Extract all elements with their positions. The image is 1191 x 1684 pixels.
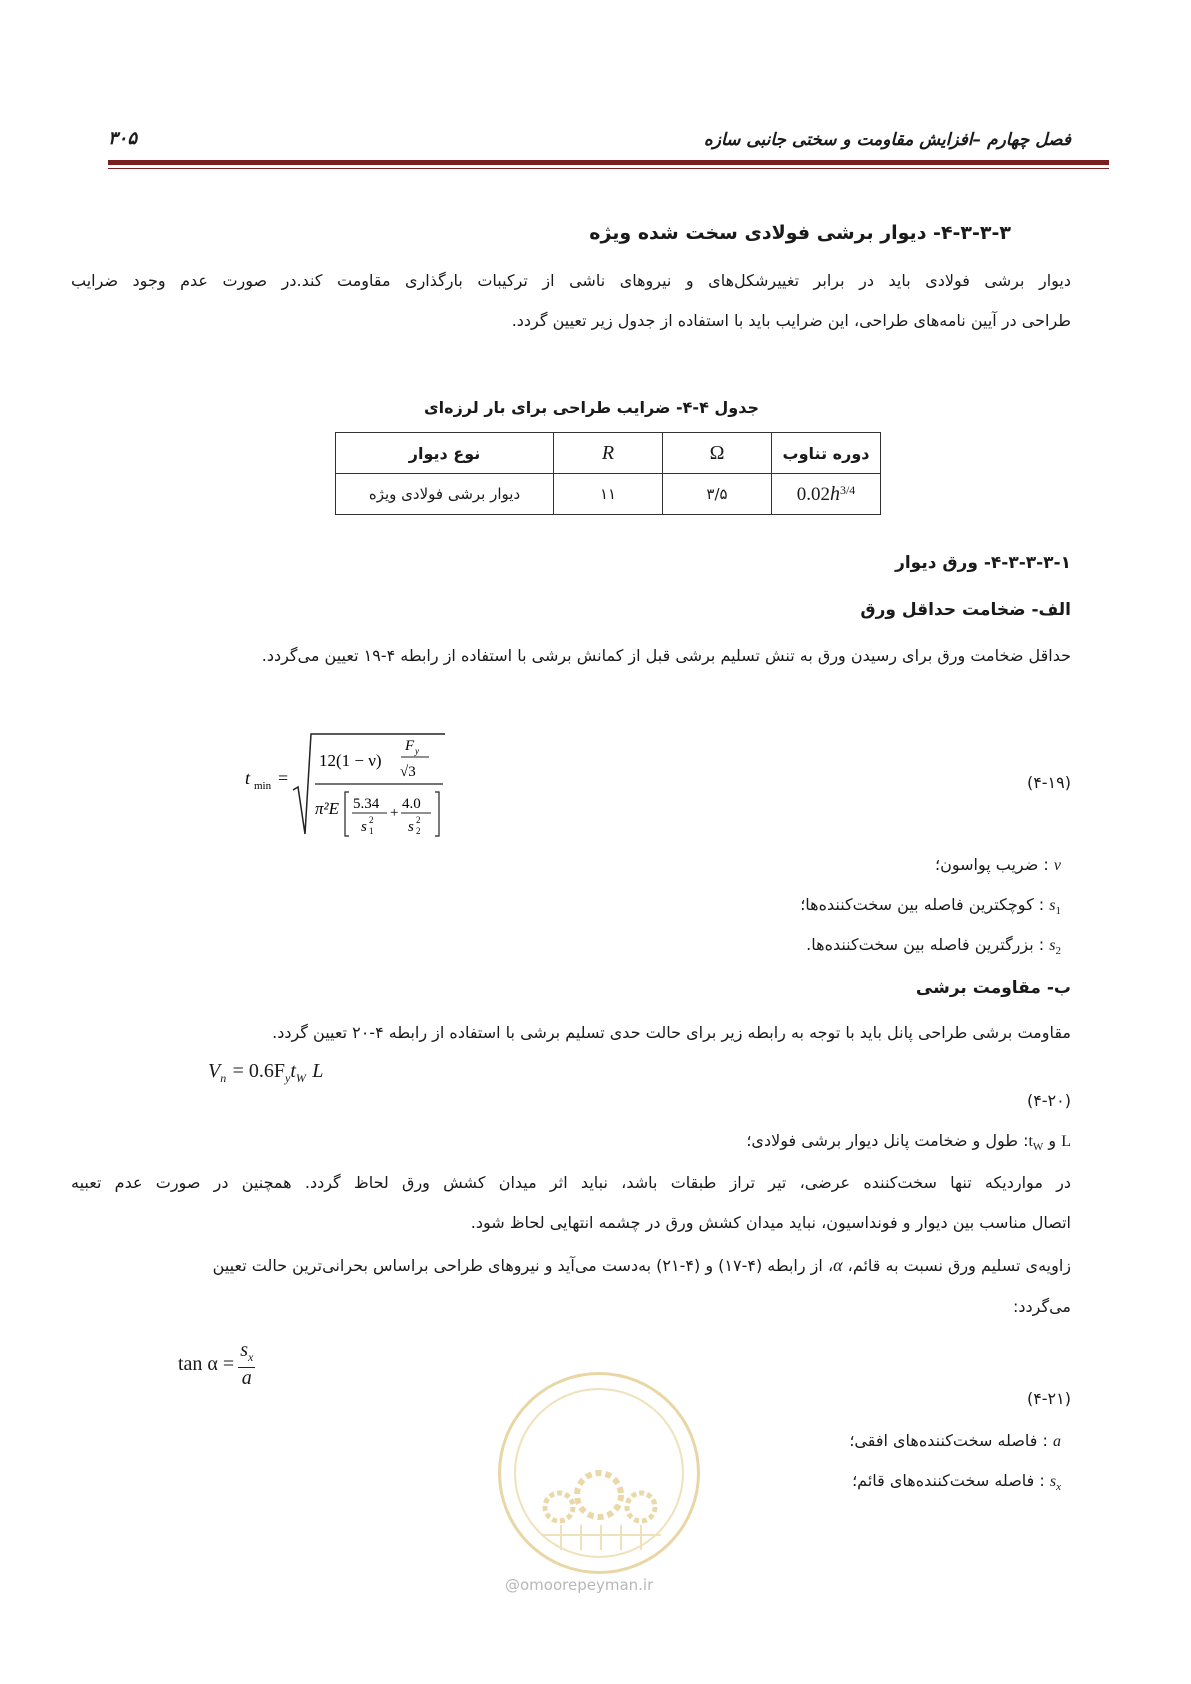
equation-21-label: (۴-۲۱) bbox=[1026, 1389, 1071, 1408]
chapter-title: فصل چهارم –افزایش مقاومت و سختی جانبی سازه bbox=[703, 130, 1071, 150]
definition-nu-symbol: ν bbox=[1053, 857, 1061, 874]
eq20-t: t bbox=[290, 1060, 296, 1082]
definition-a-symbol: a bbox=[1053, 1433, 1061, 1450]
eq19-plus: + bbox=[390, 805, 399, 821]
paragraph-c-line2: اتصال مناسب بین دیوار و فونداسیون، نباید میدان کشش ورق در چشمه انتهایی لحاظ شود. bbox=[470, 1213, 1071, 1232]
definition-sx bbox=[852, 1468, 1061, 1500]
eq19-s1: s bbox=[361, 819, 367, 835]
part-b-heading: ب- مقاومت برشی bbox=[915, 978, 1071, 998]
paragraph-d-line2: می‌گردد: bbox=[1013, 1297, 1071, 1316]
definition-sx-sub: x bbox=[1056, 1481, 1061, 1494]
header-rule-thick bbox=[108, 160, 1109, 165]
left-bracket bbox=[345, 792, 349, 836]
def-l-and: و bbox=[1048, 1131, 1057, 1150]
definition-nu-text: : ضریب پواسون؛ bbox=[934, 855, 1049, 874]
watermark-logo bbox=[498, 1372, 700, 1574]
definition-sx-symbol: s bbox=[1049, 1473, 1057, 1490]
eq19-s1-sq: 2 bbox=[369, 815, 374, 825]
equation-19-graphics bbox=[245, 732, 465, 842]
header-rule-thin bbox=[108, 168, 1109, 169]
definition-s2-symbol: s bbox=[1049, 937, 1056, 954]
definition-s1-sub: 1 bbox=[1055, 905, 1061, 918]
table-row bbox=[336, 474, 881, 515]
cell-period bbox=[772, 474, 881, 515]
eq20-y-sub: y bbox=[284, 1071, 291, 1085]
section-paragraph-line1: دیوار برشی فولادی باید در برابر تغییرشکل‌های و نیروهای ناشی از ترکیبات بارگذاری مقاومت کند.در صورت عدم وجود ضرایب bbox=[71, 271, 1071, 290]
section-paragraph-line2: طراحی در آیین نامه‌های طراحی، این ضرایب باید با استفاده از جدول زیر تعیین گردد. bbox=[511, 311, 1071, 330]
part-a-heading: الف- ضخامت حداقل ورق bbox=[860, 600, 1071, 620]
equation-21 bbox=[178, 1340, 255, 1388]
definition-l-tw bbox=[746, 1128, 1071, 1160]
eq19-lhs-sub: min bbox=[254, 780, 272, 792]
eq19-num-coef: 12(1 − ν) bbox=[319, 751, 382, 770]
eq19-lhs: t bbox=[245, 768, 251, 788]
eq20-v-sub: n bbox=[220, 1071, 227, 1085]
eq19-c1: 5.34 bbox=[353, 796, 380, 812]
eq21-num-s: s bbox=[240, 1339, 248, 1361]
eq21-denominator: a bbox=[241, 1367, 252, 1389]
header-r: R bbox=[554, 433, 663, 474]
paragraph-d-line1 bbox=[71, 1252, 1071, 1279]
subsection-heading: ۴-۳-۳-۳-۱- ورق دیوار bbox=[895, 553, 1071, 573]
period-coef: 0.02 bbox=[796, 483, 830, 505]
equation-20-label: (۴-۲۰) bbox=[1026, 1091, 1071, 1110]
definition-a bbox=[849, 1428, 1061, 1455]
coefficients-table bbox=[335, 432, 881, 515]
definition-a-text: : فاصله سخت‌کننده‌های افقی؛ bbox=[849, 1431, 1048, 1450]
page-number: ۳۰۵ bbox=[108, 128, 138, 149]
eq19-equals: = bbox=[278, 768, 289, 788]
def-t-symbol: t bbox=[1028, 1133, 1033, 1150]
definition-s2 bbox=[806, 932, 1061, 964]
period-exponent: 3/4 bbox=[839, 482, 856, 497]
period-var: h bbox=[829, 482, 840, 505]
eq19-c2: 4.0 bbox=[402, 796, 421, 812]
cell-wall-type: دیوار برشی فولادی ویژه bbox=[336, 474, 554, 515]
table-header-row bbox=[336, 433, 881, 474]
para-d-part2: ، از رابطه (۴-۱۷) و (۴-۲۱) به‌دست می‌آید و نیروهای طراحی براساس بحرانی‌ترین حالت تعیین bbox=[212, 1256, 834, 1275]
eq20-t-sub: W bbox=[295, 1071, 306, 1085]
section-heading: ۴-۳-۳-۳- دیوار برشی فولادی سخت شده ویژه bbox=[589, 222, 1011, 244]
eq19-s2-sub: 2 bbox=[416, 826, 421, 836]
equation-19-label: (۴-۱۹) bbox=[1026, 773, 1071, 792]
definition-s1-symbol: s bbox=[1049, 897, 1056, 914]
definition-nu bbox=[935, 852, 1061, 879]
definition-s2-sub: 2 bbox=[1055, 945, 1061, 958]
para-d-part1: زاویه‌ی تسلیم ورق نسبت به قائم، bbox=[847, 1256, 1071, 1275]
eq21-fraction bbox=[238, 1340, 255, 1388]
header-period: دوره تناوب bbox=[772, 433, 881, 474]
definition-sx-text: : فاصله سخت‌کننده‌های قائم؛ bbox=[852, 1471, 1045, 1490]
eq19-sqrt3: √3 bbox=[400, 764, 416, 780]
eq20-rhs: = 0.6F bbox=[232, 1060, 285, 1082]
definition-s2-text: : بزرگترین فاصله بین سخت‌کننده‌ها. bbox=[806, 935, 1045, 954]
watermark-text: @omoorepeyman.ir bbox=[505, 1576, 654, 1594]
eq19-fy: F bbox=[405, 738, 415, 754]
equation-19 bbox=[245, 732, 465, 842]
part-a-text: حداقل ضخامت ورق برای رسیدن ورق به تنش تسلیم برشی قبل از کمانش برشی با استفاده از رابطه ۴-۱۹ تعیین می‌گردد. bbox=[261, 646, 1071, 665]
eq20-l: L bbox=[312, 1060, 324, 1082]
eq21-numerator bbox=[238, 1340, 255, 1368]
right-bracket bbox=[435, 792, 439, 836]
part-b-text: مقاومت برشی طراحی پانل باید با توجه به رابطه زیر برای حالت حدی تسلیم برشی با استفاده از رابطه ۴-۲۰ تعیین گردد. bbox=[272, 1023, 1071, 1042]
table-caption: جدول ۴-۴- ضرایب طراحی برای بار لرزه‌ای bbox=[423, 398, 759, 417]
eq19-den-pre: π²E bbox=[315, 799, 339, 818]
eq19-s2: s bbox=[408, 819, 414, 835]
equation-20 bbox=[208, 1058, 323, 1086]
para-d-alpha: α bbox=[833, 1255, 843, 1275]
def-l-symbol: L bbox=[1061, 1133, 1071, 1150]
eq21-lhs: tan α = bbox=[178, 1352, 235, 1375]
header-wall-type: نوع دیوار bbox=[336, 433, 554, 474]
eq19-s2-sq: 2 bbox=[416, 815, 421, 825]
paragraph-c-line1: در مواردیکه تنها سخت‌کننده عرضی، تیر تراز طبقات باشد، نباید اثر میدان کشش ورق لحاظ گردد. همچنین در صورت عدم تعبیه bbox=[71, 1173, 1071, 1192]
watermark-logo-graphics bbox=[501, 1375, 697, 1571]
eq19-s1-sub: 1 bbox=[369, 826, 374, 836]
def-t-sub: W bbox=[1032, 1141, 1044, 1154]
cell-omega: ۳/۵ bbox=[663, 474, 772, 515]
definition-s1-text: : کوچکترین فاصله بین سخت‌کننده‌ها؛ bbox=[800, 895, 1045, 914]
header-omega: Ω bbox=[663, 433, 772, 474]
eq21-num-sub: x bbox=[248, 1350, 254, 1364]
eq20-v: V bbox=[208, 1060, 221, 1082]
def-l-text: : طول و ضخامت پانل دیوار برشی فولادی؛ bbox=[746, 1131, 1029, 1150]
definition-s1 bbox=[800, 892, 1061, 924]
cell-r: ۱۱ bbox=[554, 474, 663, 515]
eq19-fy-sub: y bbox=[415, 746, 419, 756]
